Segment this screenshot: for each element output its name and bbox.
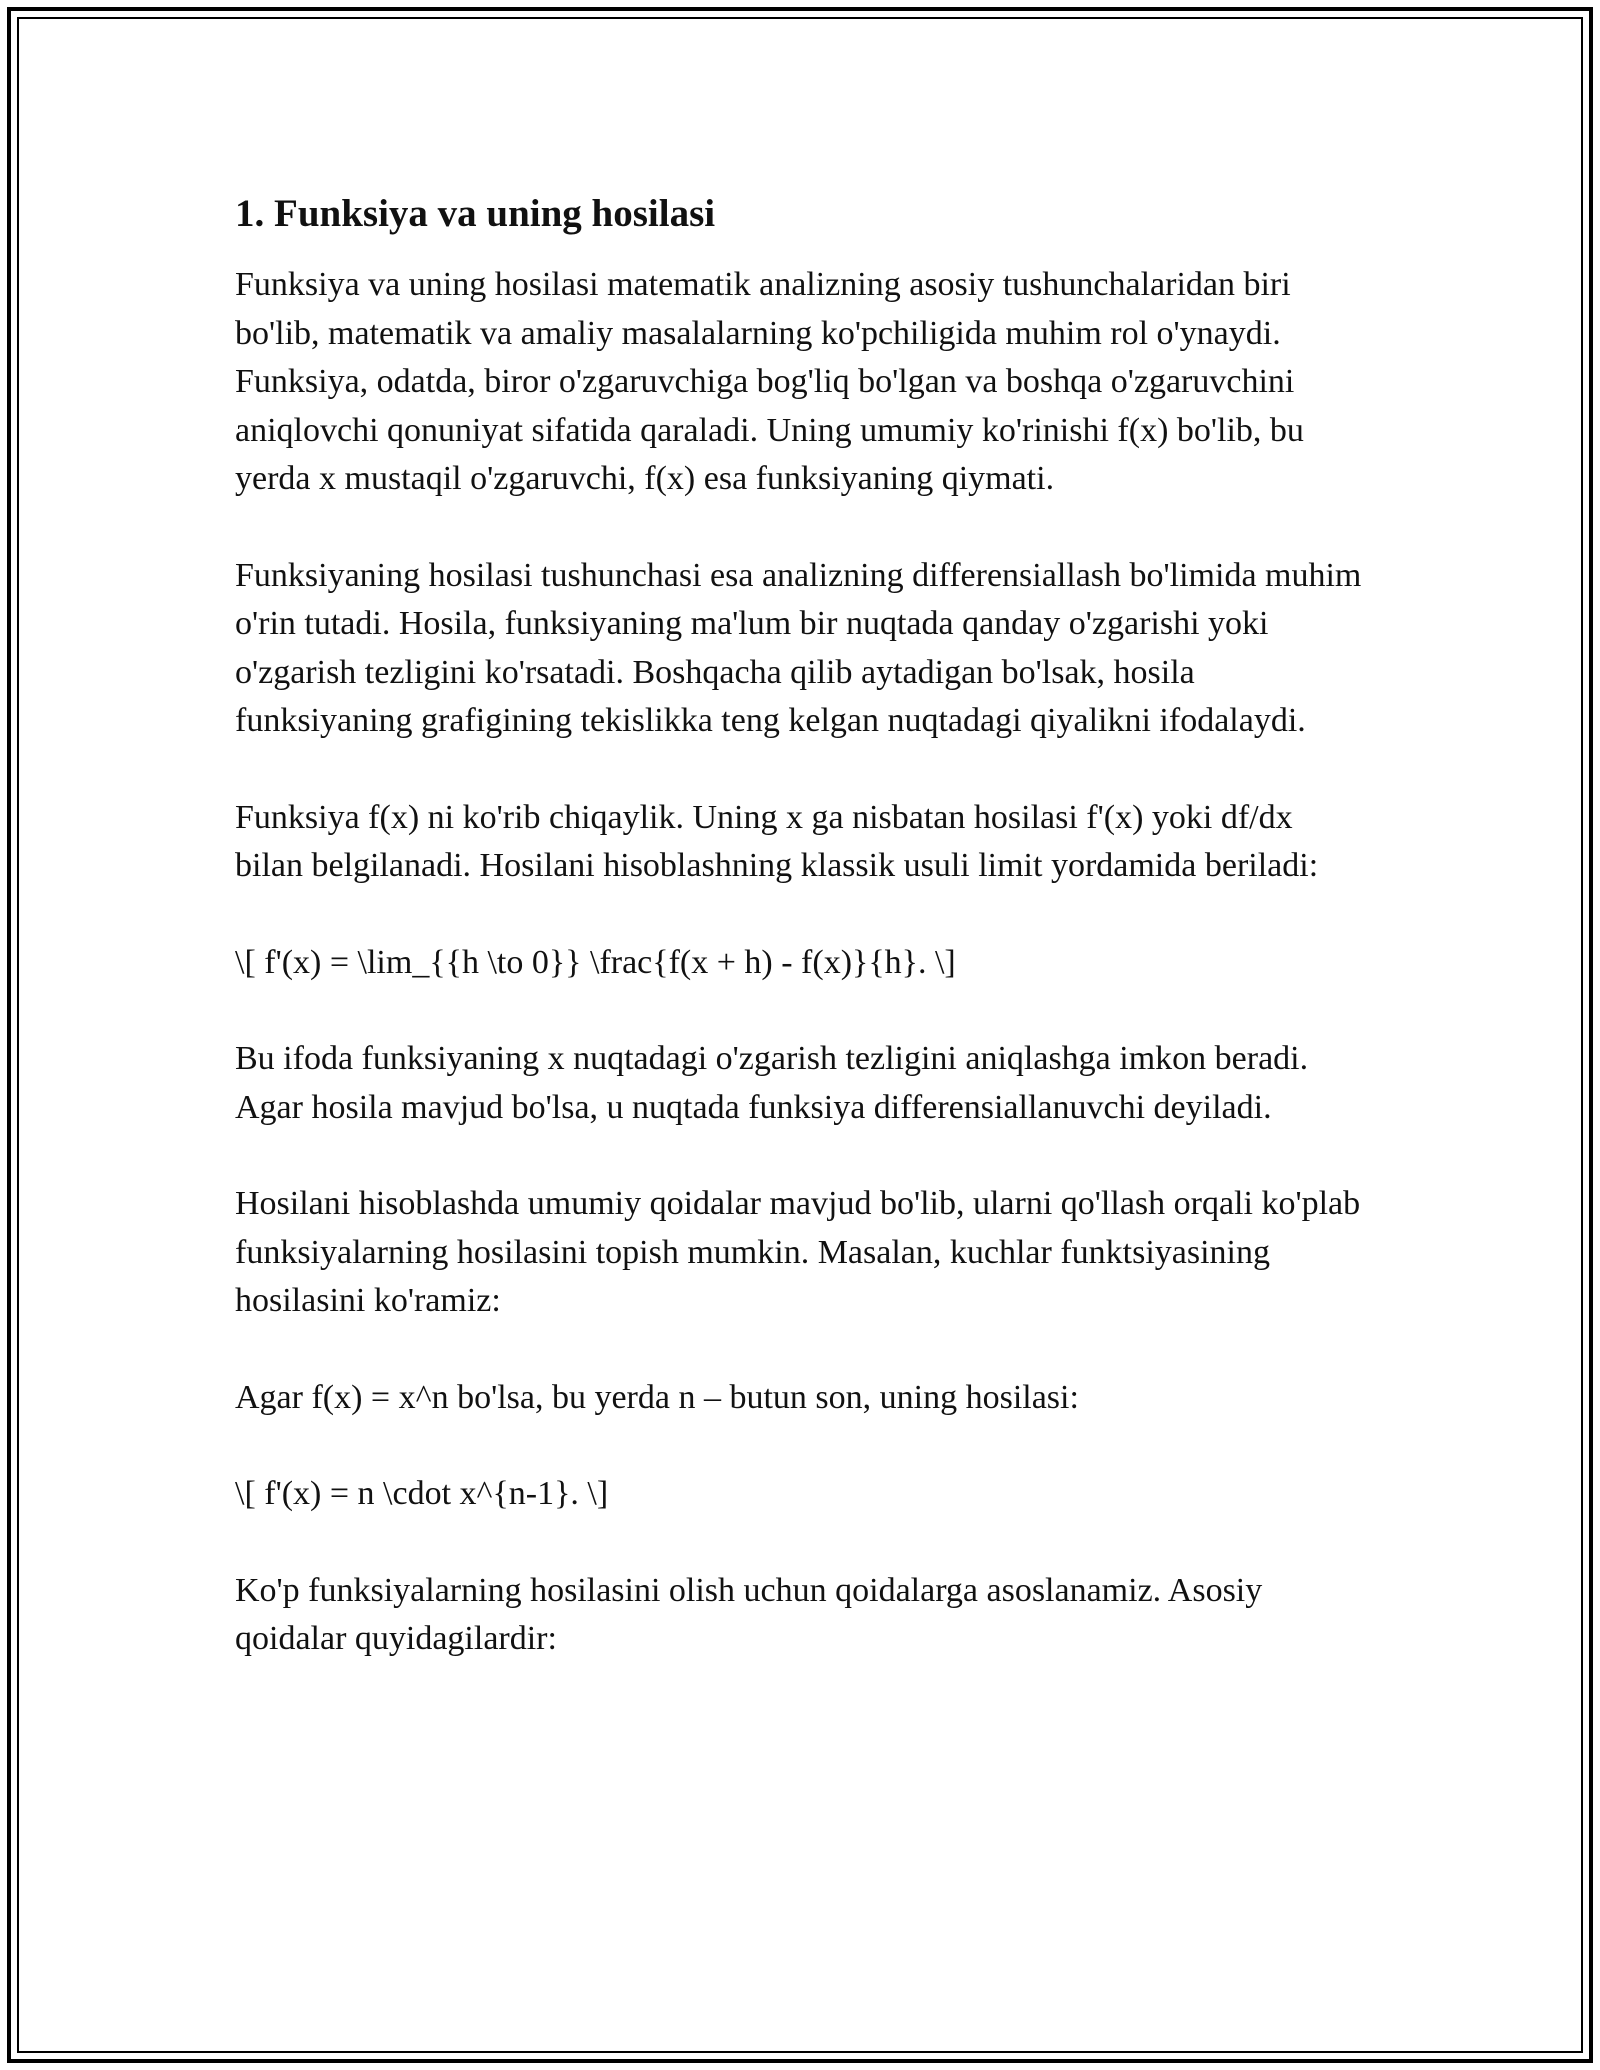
paragraph-derivative-concept: Funksiyaning hosilasi tushunchasi esa analizning differensiallash bo'limida muhim o'rin tutadi. Hosila, funksiyaning ma'lum bir nuqtada qanday o'zgarishi yoki o'zgarish tezligini ko'rsatadi. Boshqacha qilib aytadigan bo'lsak, hosila funksiyaning grafigining tekislikka teng kelgan nuqtadagi qiyalikni ifodalaydi. <box>235 556 1362 739</box>
paragraph-differentiable: Bu ifoda funksiyaning x nuqtadagi o'zgarish tezligini aniqlashga imkon beradi. Agar hosila mavjud bo'lsa, u nuqtada funksiya differensiallanuvchi deyiladi. <box>235 1040 1309 1126</box>
paragraph-intro: Funksiya va uning hosilasi matematik analizning asosiy tushunchalaridan biri bo'lib, matematik va amaliy masalalarning ko'pchiligida muhim rol o'ynaydi. Funksiya, odatda, biror o'zgaruvchiga bog'liq bo'lgan va boshqa o'zgaruvchini aniqlovchi qonuniyat sifatida qaraladi. Uning umumiy ko'rinishi f(x) bo'lib, bu yerda x mustaqil o'zgaruvchi, f(x) esa funksiyaning qiymati. <box>235 266 1304 497</box>
formula-power-rule: \[ f'(x) = n \cdot x^{n-1}. \] <box>235 1475 609 1512</box>
document-body <box>235 185 1365 1712</box>
paragraph-basic-rules: Ko'p funksiyalarning hosilasini olish uchun qoidalarga asoslanamiz. Asosiy qoidalar quyidagilardir: <box>235 1571 1263 1657</box>
paragraph-notation: Funksiya f(x) ni ko'rib chiqaylik. Uning x ga nisbatan hosilasi f'(x) yoki df/dx bilan belgilanadi. Hosilani hisoblashning klassik usuli limit yordamida beriladi: <box>235 798 1319 884</box>
paragraph-rules-intro: Hosilani hisoblashda umumiy qoidalar mavjud bo'lib, ularni qo'llash orqali ko'plab funksiyalarning hosilasini topish mumkin. Masalan, kuchlar funktsiyasining hosilasini ko'ramiz: <box>235 1185 1361 1319</box>
formula-limit-definition: \[ f'(x) = \lim_{{h \to 0}} \frac{f(x + h) - f(x)}{h}. \] <box>235 943 956 981</box>
section-title: 1. Funksiya va uning hosilasi <box>235 192 716 235</box>
paragraph-power-function: Agar f(x) = x^n bo'lsa, bu yerda n – butun son, uning hosilasi: <box>235 1378 1079 1416</box>
